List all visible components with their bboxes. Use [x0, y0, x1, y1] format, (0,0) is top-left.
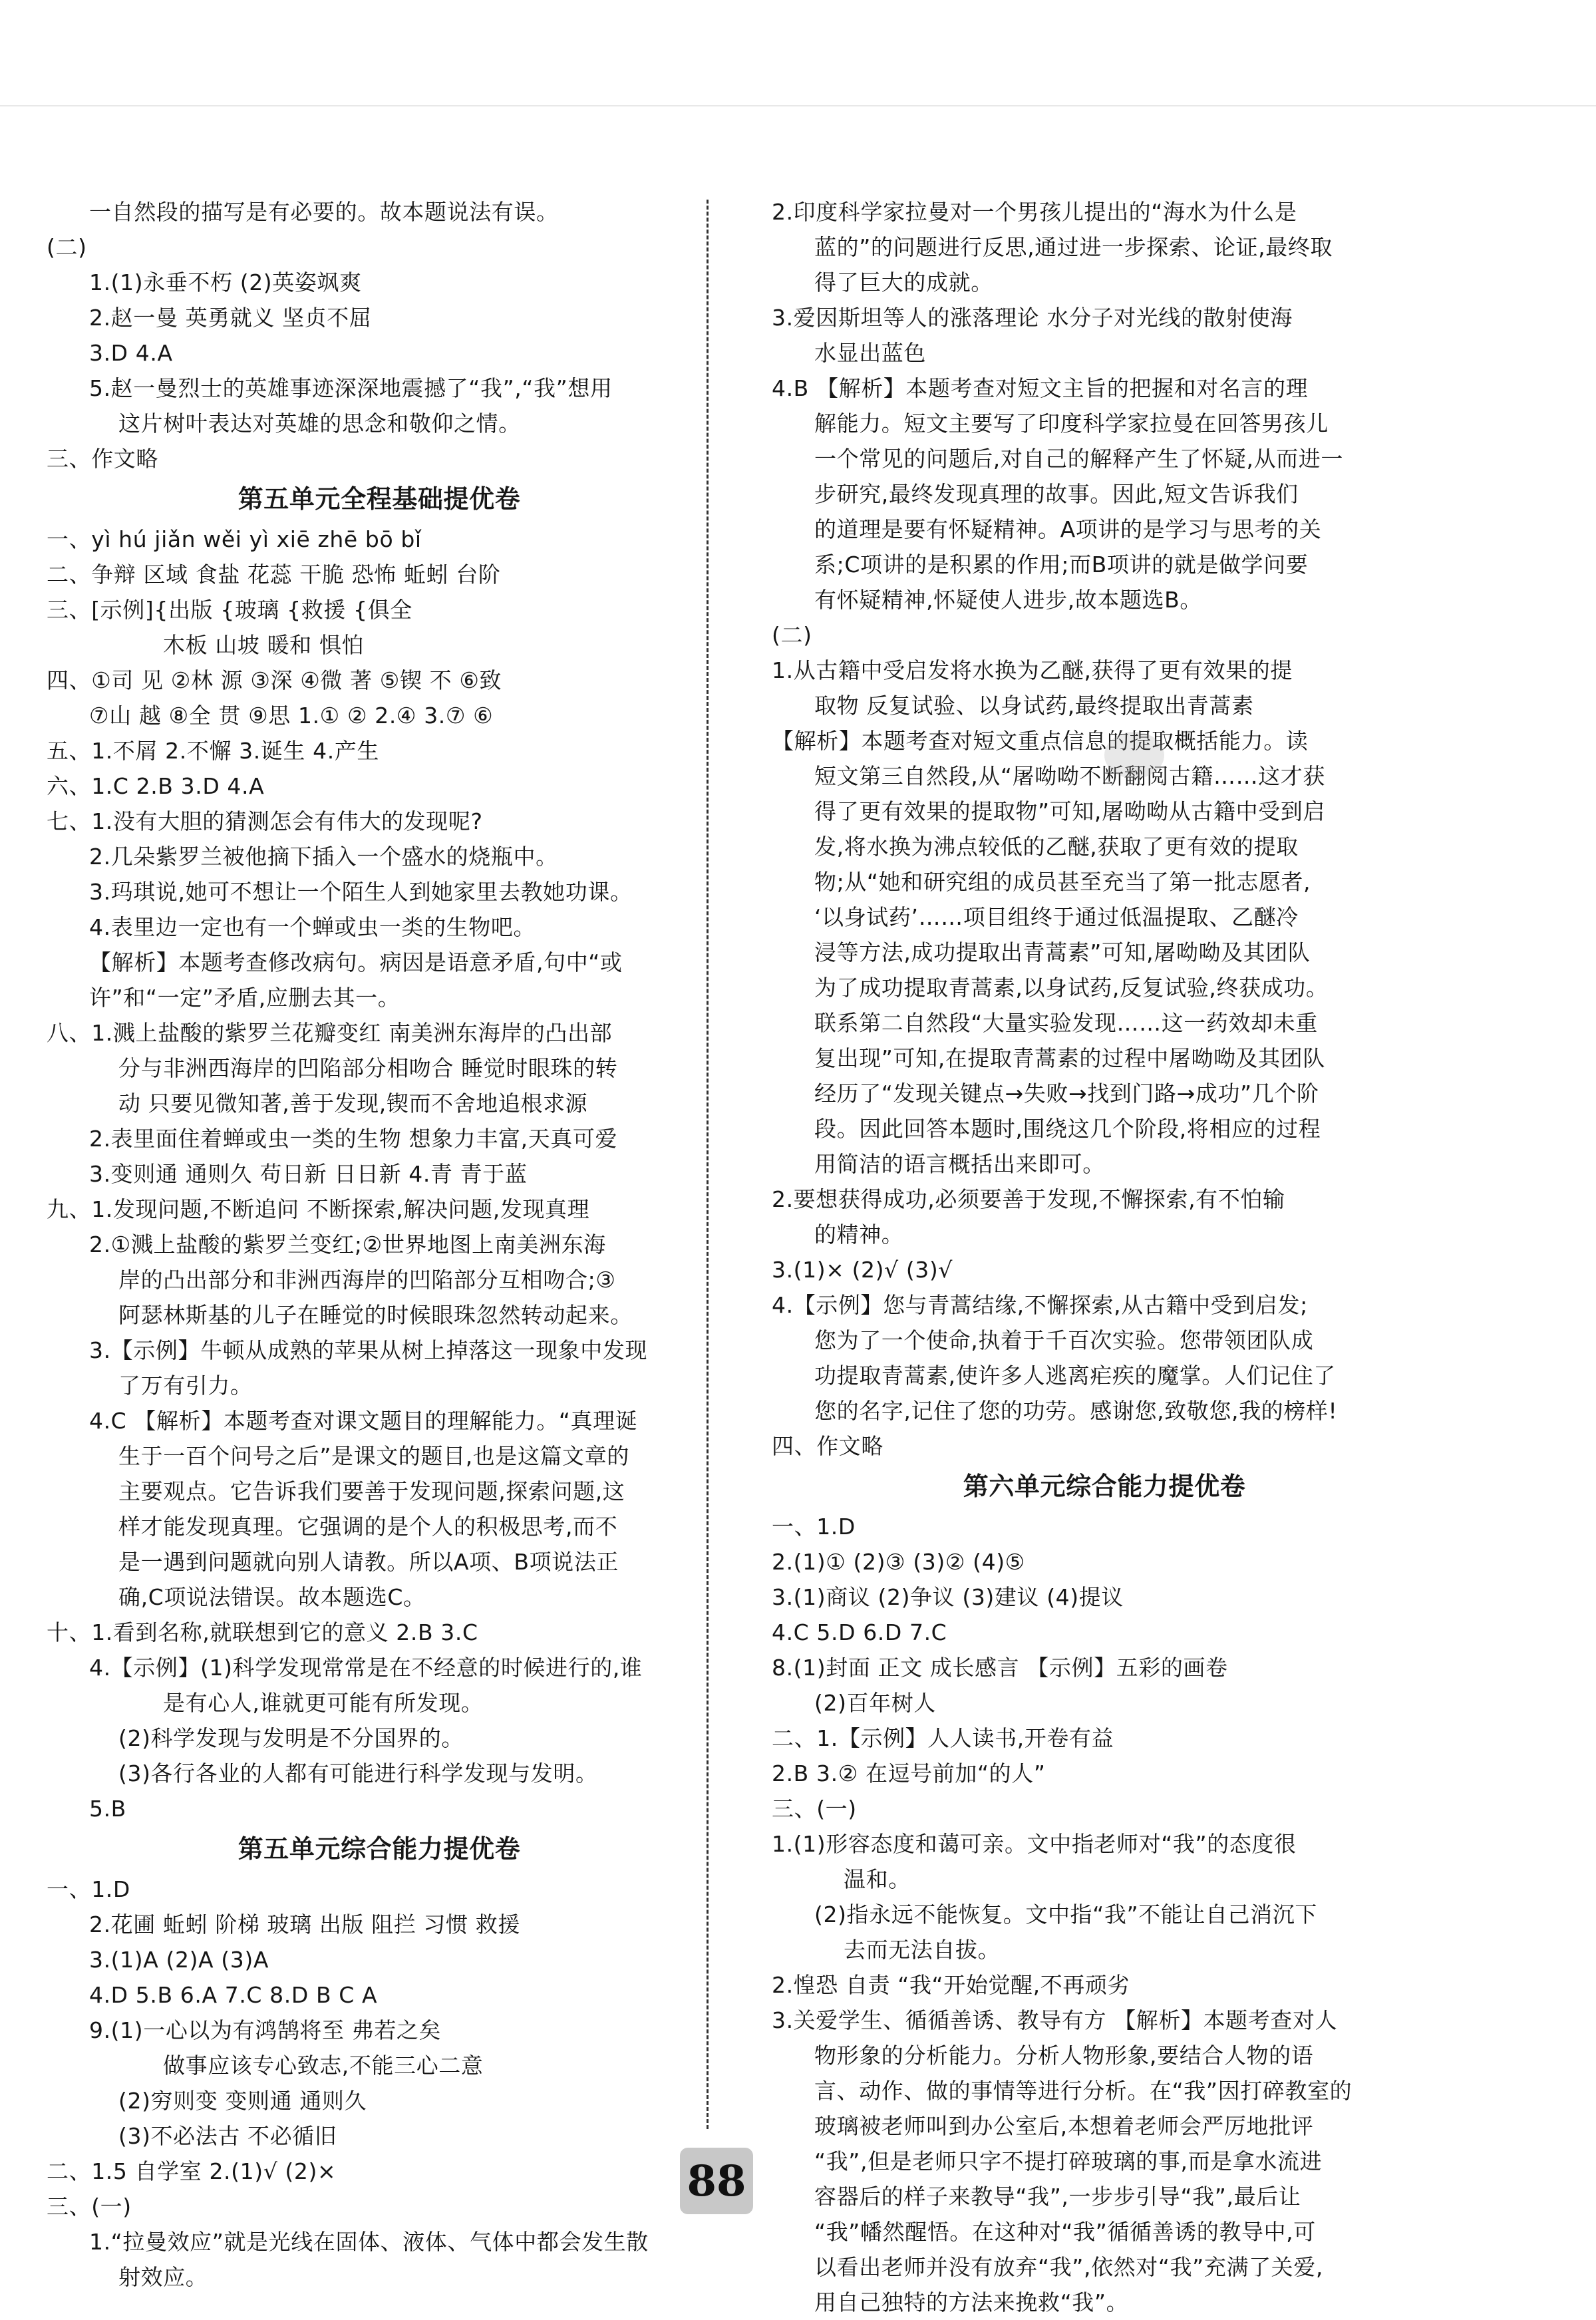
answer-line: 二、1.5 自学室 2.(1)√ (2)×: [47, 2158, 337, 2184]
answer-line: 分与非洲西海岸的凹陷部分相吻合 睡觉时眼珠的转: [118, 1055, 618, 1081]
answer-line: 为了成功提取青蒿素,以身试药,反复试验,终获成功。: [814, 975, 1329, 1001]
answer-line: 【解析】本题考查修改病句。病因是语意矛盾,句中“或: [89, 949, 623, 975]
right-column: [772, 194, 1437, 2320]
left-column: [47, 194, 712, 2295]
answer-line: 有怀疑精神,怀疑使人进步,故本题选B。: [814, 587, 1203, 613]
answer-line: 四、①司 见 ②林 源 ③深 ④微 著 ⑤锲 不 ⑥致: [47, 667, 502, 693]
answer-line: 是一遇到问题就向别人请教。所以A项、B项说法正: [118, 1549, 619, 1575]
answer-line: 样才能发现真理。它强调的是个人的积极思考,而不: [118, 1514, 618, 1540]
answer-line: 8.(1)封面 正文 成长感言 【示例】五彩的画卷: [772, 1655, 1228, 1681]
answer-line: 联系第二自然段“大量实验发现……这一药效却未重: [814, 1010, 1318, 1036]
answer-line: 3.(1)A (2)A (3)A: [89, 1947, 269, 1973]
answer-line: (2)穷则变 变则通 通则久: [118, 2088, 367, 2114]
answer-line: 一、1.D: [47, 1876, 130, 1902]
answer-line: 物;从“她和研究组的成员甚至充当了第一批志愿者,: [814, 869, 1311, 895]
answer-line: (3)各行各业的人都有可能进行科学发现与发明。: [118, 1760, 598, 1786]
answer-line: 4.C 5.D 6.D 7.C: [772, 1619, 947, 1645]
answer-line: 得了更有效果的提取物”可知,屠呦呦从古籍中受到启: [814, 798, 1325, 824]
answer-line: 许”和“一定”矛盾,应删去其一。: [89, 985, 400, 1011]
answer-line: 用自己独特的方法来挽救“我”。: [814, 2289, 1129, 2315]
answer-line: 二、1.【示例】人人读书,开卷有益: [772, 1725, 1114, 1751]
answer-line: ⑦山 越 ⑧全 贯 ⑨思 1.① ② 2.④ 3.⑦ ⑥: [89, 703, 494, 729]
answer-line: 三、[示例]{出版 {玻璃 {救援 {俱全: [47, 597, 412, 623]
answer-line: 2.花圃 蚯蚓 阶梯 玻璃 出版 阻拦 习惯 救援: [89, 1911, 520, 1937]
answer-line: 三、作文略: [47, 446, 158, 472]
answer-line: 复出现”可知,在提取青蒿素的过程中屠呦呦及其团队: [814, 1045, 1325, 1071]
answer-line: 温和。: [844, 1866, 911, 1892]
answer-line: 1.“拉曼效应”就是光线在固体、液体、气体中都会发生散: [89, 2229, 649, 2255]
answer-line: 5.B: [89, 1796, 126, 1822]
answer-line: 3.玛琪说,她可不想让一个陌生人到她家里去教她功课。: [89, 879, 633, 905]
answer-line: 短文第三自然段,从“屠呦呦不断翻阅古籍……这才获: [814, 763, 1325, 789]
answer-line: 去而无法自拔。: [844, 1937, 1001, 1963]
answer-line: 4.D 5.B 6.A 7.C 8.D B C A: [89, 1982, 378, 2008]
answer-line: 二、争辩 区域 食盐 花蕊 干脆 恐怖 蚯蚓 台阶: [47, 562, 501, 587]
answer-line: 4.B 【解析】本题考查对短文主旨的把握和对名言的理: [772, 375, 1309, 401]
answer-line: 生于一百个问号之后”是课文的题目,也是这篇文章的: [118, 1443, 629, 1469]
answer-line: 3.(1)× (2)√ (3)√: [772, 1257, 953, 1283]
answer-line: (二): [772, 622, 812, 648]
answer-line: 步研究,最终发现真理的故事。因此,短文告诉我们: [814, 481, 1299, 507]
answer-line: 一、yì hú jiǎn wěi yì xiē zhē bō bǐ: [47, 526, 422, 552]
answer-line: 物形象的分析能力。分析人物形象,要结合人物的语: [814, 2043, 1314, 2069]
answer-line: 这片树叶表达对英雄的思念和敬仰之情。: [118, 411, 521, 436]
answer-line: 2.B 3.② 在逗号前加“的人”: [772, 1760, 1046, 1786]
answer-line: (2)百年树人: [814, 1690, 936, 1716]
answer-line: 发,将水换为沸点较低的乙醚,获取了更有效的提取: [814, 834, 1299, 860]
answer-line: 2.表里面住着蝉或虫一类的生物 想象力丰富,天真可爱: [89, 1126, 618, 1152]
answer-line: 得了巨大的成就。: [814, 269, 993, 295]
answer-line: 阿瑟林斯基的儿子在睡觉的时候眼珠忽然转动起来。: [118, 1302, 633, 1328]
answer-line: 系;C项讲的是积累的作用;而B项讲的就是做学问要: [814, 552, 1309, 578]
answer-line: 1.(1)形容态度和蔼可亲。文中指老师对“我”的态度很: [772, 1831, 1297, 1857]
answer-line: 1.(1)永垂不朽 (2)英姿飒爽: [89, 269, 362, 295]
answer-line: 七、1.没有大胆的猜测怎会有伟大的发现呢?: [47, 808, 483, 834]
answer-line: 一个常见的问题后,对自己的解释产生了怀疑,从而进一: [814, 446, 1343, 472]
column-divider: [707, 200, 709, 2129]
header-rule: [0, 105, 1596, 106]
answer-line: 六、1.C 2.B 3.D 4.A: [47, 773, 265, 799]
answer-line: 是有心人,谁就更可能有所发现。: [163, 1690, 484, 1716]
answer-line: 一自然段的描写是有必要的。故本题说法有误。: [89, 199, 559, 225]
answer-line: 了万有引力。: [118, 1373, 253, 1399]
answer-line: 九、1.发现问题,不断追问 不断探索,解决问题,发现真理: [47, 1196, 590, 1222]
answer-line: 解能力。短文主要写了印度科学家拉曼在回答男孩儿: [814, 411, 1329, 436]
answer-line: 【解析】本题考查对短文重点信息的提取概括能力。读: [772, 728, 1309, 754]
section-title: 第六单元综合能力提优卷: [963, 1472, 1246, 1501]
answer-line: 3.D 4.A: [89, 340, 173, 366]
answer-line: 十、1.看到名称,就联想到它的意义 2.B 3.C: [47, 1619, 478, 1645]
answer-line: 2.印度科学家拉曼对一个男孩儿提出的“海水为什么是: [772, 199, 1297, 225]
answer-line: 经历了“发现关键点→失败→找到门路→成功”几个阶: [814, 1080, 1319, 1106]
answer-line: 确,C项说法错误。故本题选C。: [118, 1584, 426, 1610]
answer-line: 5.赵一曼烈士的英雄事迹深深地震撼了“我”,“我”想用: [89, 375, 613, 401]
answer-line: 4.【示例】(1)科学发现常常是在不经意的时候进行的,谁: [89, 1655, 643, 1681]
answer-line: 2.要想获得成功,必须要善于发现,不懈探索,有不怕输: [772, 1186, 1285, 1212]
answer-line: 浸等方法,成功提取出青蒿素”可知,屠呦呦及其团队: [814, 939, 1311, 965]
answer-line: 2.赵一曼 英勇就义 坚贞不屈: [89, 305, 372, 331]
answer-line: 2.惶恐 自责 “我“开始觉醒,不再顽劣: [772, 1972, 1130, 1998]
answer-line: 您为了一个使命,执着于千百次实验。您带领团队成: [814, 1327, 1314, 1353]
answer-line: 4.表里边一定也有一个蝉或虫一类的生物吧。: [89, 914, 536, 940]
answer-line: “我”幡然醒悟。在这种对“我”循循善诱的教导中,可: [814, 2219, 1316, 2245]
answer-line: 取物 反复试验、以身试药,最终提取出青蒿素: [814, 693, 1254, 719]
page-number: 88: [680, 2148, 753, 2214]
answer-line: 用简洁的语言概括出来即可。: [814, 1151, 1105, 1177]
answer-line: 岸的凸出部分和非洲西海岸的凹陷部分互相吻合;③: [118, 1267, 616, 1293]
answer-line: 的道理是要有怀疑精神。A项讲的是学习与思考的关: [814, 516, 1322, 542]
answer-line: 水显出蓝色: [814, 340, 926, 366]
answer-line: 3.变则通 通则久 苟日新 日日新 4.青 青于蓝: [89, 1161, 528, 1187]
section-title: 第五单元全程基础提优卷: [238, 484, 521, 514]
answer-line: ‘以身试药’……项目组终于通过低温提取、乙醚冷: [814, 904, 1299, 930]
answer-line: 蓝的”的问题进行反思,通过进一步探索、论证,最终取: [814, 234, 1333, 260]
answer-line: 2.①溅上盐酸的紫罗兰变红;②世界地图上南美洲东海: [89, 1232, 606, 1257]
answer-line: 4.C 【解析】本题考查对课文题目的理解能力。“真理诞: [89, 1408, 638, 1434]
answer-line: 3.爱因斯坦等人的涨落理论 水分子对光线的散射使海: [772, 305, 1293, 331]
answer-line: 三、(一): [772, 1796, 857, 1822]
section-title: 第五单元综合能力提优卷: [238, 1834, 521, 1864]
answer-line: 四、作文略: [772, 1433, 883, 1459]
answer-line: 八、1.溅上盐酸的紫罗兰花瓣变红 南美洲东海岸的凸出部: [47, 1020, 613, 1046]
answer-line: 3.关爱学生、循循善诱、教导有方 【解析】本题考查对人: [772, 2007, 1338, 2033]
answer-line: 木板 山坡 暖和 惧怕: [163, 632, 365, 658]
answer-line: 9.(1)一心以为有鸿鹄将至 弗若之矣: [89, 2017, 442, 2043]
answer-line: (3)不必法古 不必循旧: [118, 2123, 337, 2149]
stamp-mark: [1104, 732, 1164, 778]
answer-line: 4.【示例】您与青蒿结缘,不懈探索,从古籍中受到启发;: [772, 1292, 1308, 1318]
answer-line: 三、(一): [47, 2194, 132, 2220]
answer-line: 射效应。: [118, 2264, 208, 2290]
answer-line: (2)科学发现与发明是不分国界的。: [118, 1725, 464, 1751]
answer-line: 动 只要见微知著,善于发现,锲而不舍地追根求源: [118, 1090, 588, 1116]
answer-line: 以看出老师并没有放弃“我”,依然对“我”充满了关爱,: [814, 2254, 1323, 2280]
answer-line: 一、1.D: [772, 1514, 856, 1540]
answer-line: (二): [47, 234, 87, 260]
answer-line: 功提取青蒿素,使许多人逃离疟疾的魔掌。人们记住了: [814, 1363, 1336, 1389]
answer-line: 的精神。: [814, 1222, 904, 1247]
answer-line: 五、1.不屑 2.不懈 3.诞生 4.产生: [47, 738, 380, 764]
answer-line: (2)指永远不能恢复。文中指“我”不能让自己消沉下: [814, 1902, 1317, 1927]
answer-line: 容器后的样子来教导“我”,一步步引导“我”,最后让: [814, 2184, 1301, 2210]
answer-line: 玻璃被老师叫到办公室后,本想着老师会严厉地批评: [814, 2113, 1314, 2139]
answer-line: 1.从古籍中受启发将水换为乙醚,获得了更有效果的提: [772, 657, 1293, 683]
answer-line: “我”,但是老师只字不提打碎玻璃的事,而是拿水流进: [814, 2148, 1323, 2174]
answer-line: 您的名字,记住了您的功劳。感谢您,致敬您,我的榜样!: [814, 1398, 1338, 1424]
answer-line: 3.(1)商议 (2)争议 (3)建议 (4)提议: [772, 1584, 1124, 1610]
answer-line: 段。因此回答本题时,围绕这几个阶段,将相应的过程: [814, 1116, 1321, 1142]
answer-line: 3.【示例】牛顿从成熟的苹果从树上掉落这一现象中发现: [89, 1337, 648, 1363]
answer-line: 做事应该专心致志,不能三心二意: [163, 2053, 484, 2078]
answer-line: 言、动作、做的事情等进行分析。在“我”因打碎教室的: [814, 2078, 1353, 2104]
answer-line: 2.(1)① (2)③ (3)② (4)⑤: [772, 1549, 1025, 1575]
answer-line: 2.几朵紫罗兰被他摘下插入一个盛水的烧瓶中。: [89, 844, 558, 870]
answer-line: 主要观点。它告诉我们要善于发现问题,探索问题,这: [118, 1478, 625, 1504]
